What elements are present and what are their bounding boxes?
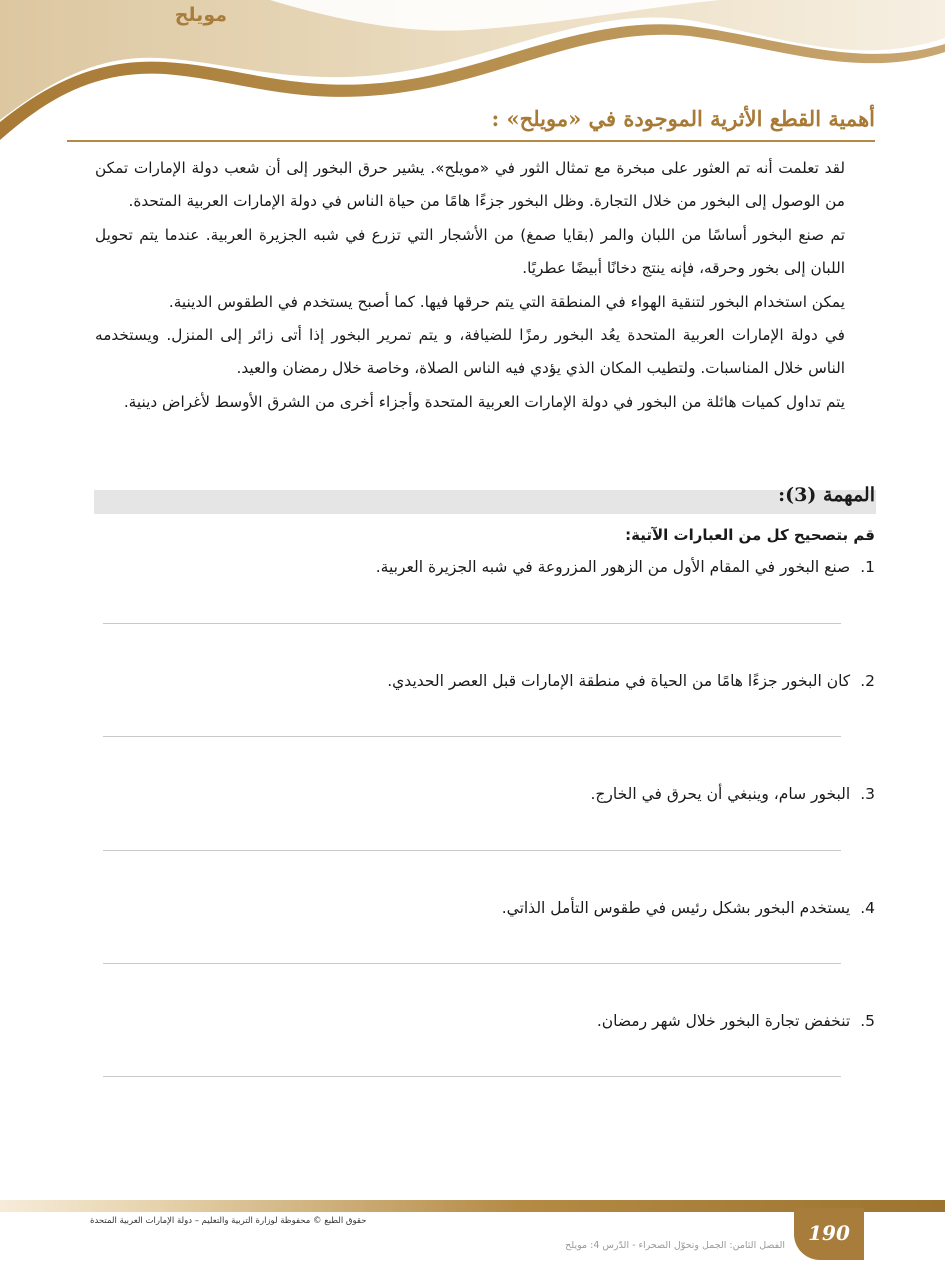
statement-number: 4. [860,899,875,917]
section-title: أهمية القطع الأثرية الموجودة في «مويلح» : [491,106,875,131]
answer-line-2[interactable] [103,736,841,737]
statement-text: يستخدم البخور بشكل رئيس في طقوس التأمل الذاتي. [501,899,851,917]
header-lesson-tag: مويلح [174,4,227,26]
answer-line-1[interactable] [103,623,841,624]
statement-4 [502,899,875,917]
intro-paragraph: تم صنع البخور أساسًا من اللبان والمر (بقايا صمغ) من الأشجار التي تزرع في شبه الجزيرة العربية. عندما يتم تحويل اللبان إلى بخور وحرقه، فإنه ينتج دخانًا أبيضًا عطريًا. [95,225,845,278]
statement-5 [597,1012,875,1030]
answer-line-5[interactable] [103,1076,841,1077]
statement-text: تنخفض تجارة البخور خلال شهر رمضان. [596,1012,851,1030]
intro-paragraph: يمكن استخدام البخور لتنقية الهواء في المنطقة التي يتم حرقها فيها. كما أصبح يستخدم في الطقوس الدينية. [168,292,845,311]
intro-paragraph: في دولة الإمارات العربية المتحدة يعُد البخور رمزًا للضيافة، و يتم تمرير البخور إذا أتى زائر إلى المنزل. ويستخدمه الناس خلال المناسبات. ولتطيب المكان الذي يؤدي فيه الناس الصلاة، وخاصة خلال رمضان والعيد. [95,326,845,378]
intro-text [95,152,845,419]
statement-text: صنع البخور في المقام الأول من الزهور المزروعة في شبه الجزيرة العربية. [375,558,851,576]
statement-number: 5. [860,1012,875,1030]
title-underline [67,140,875,142]
statement-3 [590,785,875,803]
intro-paragraph: يتم تداول كميات هائلة من البخور في دولة الإمارات العربية المتحدة وأجزاء أخرى من الشرق الأوسط لأغراض دينية. [123,392,845,411]
statement-text: البخور سام، وينبغي أن يحرق في الخارج. [590,785,851,803]
task-title-band [94,490,876,514]
statement-2 [387,672,875,690]
footer-chapter-label: الفصل الثامن: الجمل وتحوّل الصحراء - الدّرس 4: مويلح [565,1240,785,1251]
page-number: 190 [794,1208,864,1260]
footer-copyright: حقوق الطبع © محفوظة لوزارة التربية والتعليم – دولة الإمارات العربية المتحدة [90,1216,367,1226]
task-instruction: قم بتصحيح كل من العبارات الآتية: [625,526,875,544]
statement-number: 3. [860,785,875,803]
answer-line-3[interactable] [103,850,841,851]
intro-paragraph: لقد تعلمت أنه تم العثور على مبخرة مع تمثال الثور في «مويلح». يشير حرق البخور إلى أن شعب دولة الإمارات تمكن من الوصول إلى البخور من خلال التجارة. وظل البخور جزءًا هامًا من حياة الناس في دولة الإمارات العربية المتحدة. [95,159,845,211]
statement-number: 1. [860,558,875,576]
statement-1 [376,558,875,576]
statement-text: كان البخور جزءًا هامًا من الحياة في منطقة الإمارات قبل العصر الحديدي. [387,672,851,690]
answer-line-4[interactable] [103,963,841,964]
statement-number: 2. [860,672,875,690]
task-title: المهمة (3): [778,484,875,506]
